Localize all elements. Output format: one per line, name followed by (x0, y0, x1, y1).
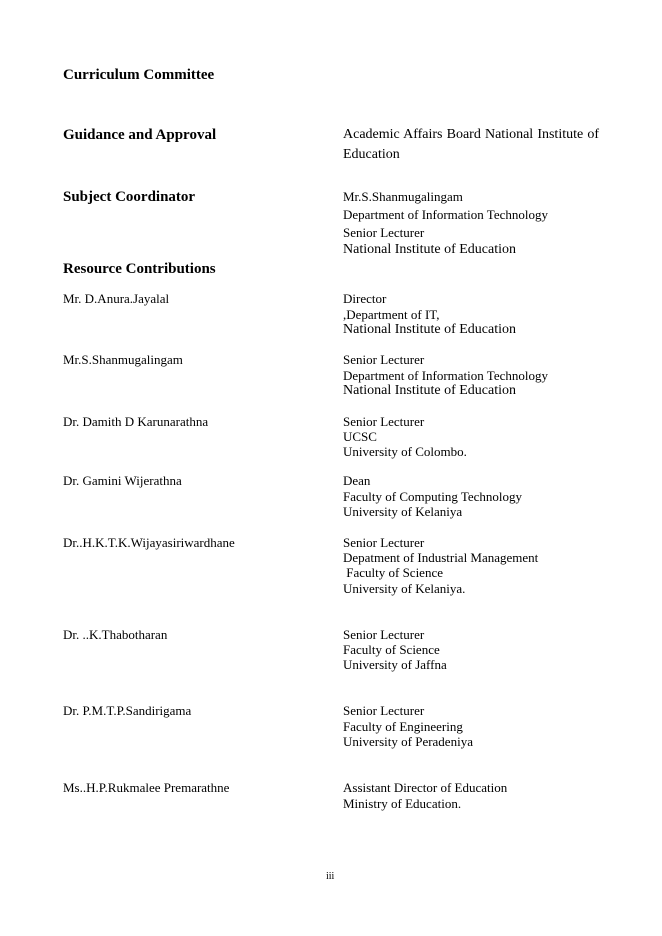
contributor-line: University of Kelaniya (343, 504, 463, 519)
contributor-name: Mr. D.Anura.Jayalal (63, 291, 170, 306)
contributor-line: Faculty of Engineering (343, 719, 463, 734)
coordinator-label: Subject Coordinator (63, 189, 196, 205)
contributor-line: Senior Lecturer (343, 627, 425, 642)
contributor-line: University of Peradeniya (343, 734, 473, 749)
contributor-line: ,Department of IT, (343, 307, 440, 322)
contributor-line: Depatment of Industrial Management (343, 550, 539, 565)
contributor-line: Dean (343, 473, 371, 488)
contributor-line: Senior Lecturer (343, 352, 425, 367)
resource-label: Resource Contributions (63, 261, 216, 277)
contributor-line: Faculty of Science (343, 642, 440, 657)
contributor-line: Senior Lecturer (343, 414, 425, 429)
contributor-line: Ministry of Education. (343, 796, 462, 811)
contributor-name: Dr. P.M.T.P.Sandirigama (63, 703, 192, 718)
contributor-name: Mr.S.Shanmugalingam (63, 352, 183, 367)
coordinator-line: Mr.S.Shanmugalingam (343, 189, 463, 204)
contributor-line: UCSC (343, 429, 377, 444)
contributor-line: Faculty of Computing Technology (343, 489, 523, 504)
guidance-value: Academic Affairs Board National Institute of Education (343, 127, 599, 162)
contributor-line: Director (343, 291, 387, 306)
contributor-name: Ms..H.P.Rukmalee Premarathne (63, 780, 230, 795)
contributor-name: Dr..H.K.T.K.Wijayasiriwardhane (63, 535, 235, 550)
contributor-line: National Institute of Education (343, 322, 517, 337)
guidance-label: Guidance and Approval (63, 127, 217, 143)
contributor-line: Senior Lecturer (343, 535, 425, 550)
page-title: Curriculum Committee (63, 67, 215, 83)
coordinator-line: National Institute of Education (343, 242, 517, 257)
coordinator-line: Senior Lecturer (343, 225, 425, 240)
coordinator-line: Department of Information Technology (343, 207, 548, 222)
contributor-line: University of Jaffna (343, 657, 447, 672)
contributor-line: Department of Information Technology (343, 368, 548, 383)
page-number: iii (326, 871, 335, 882)
contributor-line: University of Colombo. (343, 444, 467, 459)
contributor-line: National Institute of Education (343, 383, 517, 398)
contributor-line: Assistant Director of Education (343, 780, 508, 795)
contributor-name: Dr. Damith D Karunarathna (63, 414, 209, 429)
contributor-line: University of Kelaniya. (343, 581, 466, 596)
contributor-name: Dr. Gamini Wijerathna (63, 473, 182, 488)
contributor-line: Faculty of Science (343, 565, 443, 580)
contributor-name: Dr. ..K.Thabotharan (63, 627, 168, 642)
contributor-line: Senior Lecturer (343, 703, 425, 718)
